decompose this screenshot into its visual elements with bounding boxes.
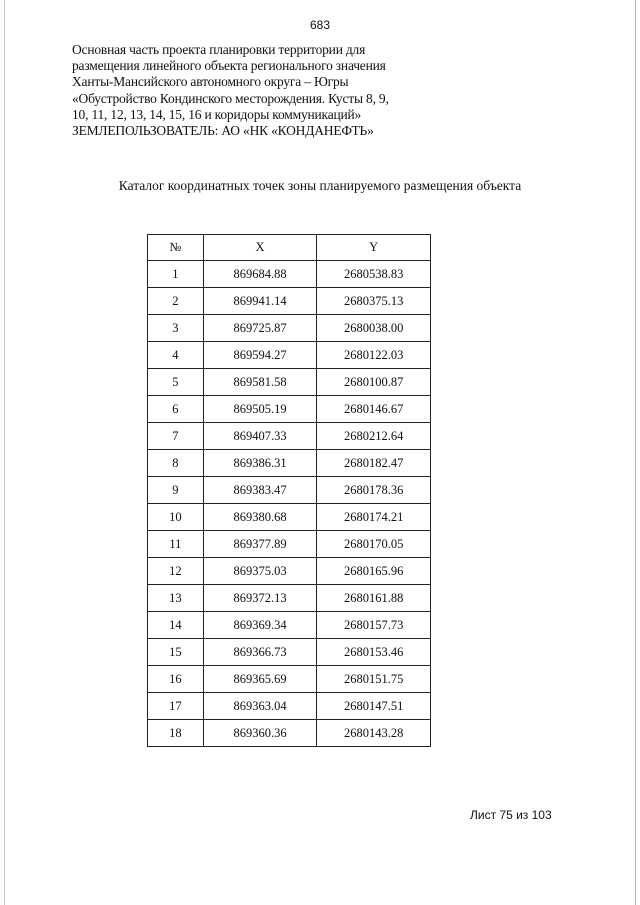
table-row [148,477,431,504]
x-coordinate-cell: 869505.19 [203,396,317,423]
y-coordinate-cell: 2680122.03 [317,342,431,369]
x-coordinate-cell: 869375.03 [203,558,317,585]
x-coordinate-cell: 869365.69 [203,666,317,693]
table-row [148,585,431,612]
header-line: размещения линейного объекта регионального значения [72,58,386,74]
x-coordinate-cell: 869386.31 [203,450,317,477]
point-number-cell: 3 [148,315,204,342]
point-number-cell: 10 [148,504,204,531]
y-coordinate-cell: 2680146.67 [317,396,431,423]
y-coordinate-cell: 2680375.13 [317,288,431,315]
point-number-cell: 5 [148,369,204,396]
point-number-cell: 18 [148,720,204,747]
x-coordinate-cell: 869360.36 [203,720,317,747]
y-coordinate-cell: 2680143.28 [317,720,431,747]
table-header-row [148,235,431,261]
point-number-cell: 12 [148,558,204,585]
table-row [148,288,431,315]
x-coordinate-cell: 869684.88 [203,261,317,288]
point-number-cell: 4 [148,342,204,369]
header-line: ЗЕМЛЕПОЛЬЗОВАТЕЛЬ: АО «НК «КОНДАНЕФТЬ» [72,123,374,139]
point-number-cell: 2 [148,288,204,315]
table-row [148,315,431,342]
point-number-cell: 14 [148,612,204,639]
point-number-cell: 17 [148,693,204,720]
point-number-cell: 9 [148,477,204,504]
x-coordinate-cell: 869383.47 [203,477,317,504]
table-row [148,666,431,693]
table-row [148,261,431,288]
header-line: 10, 11, 12, 13, 14, 15, 16 и коридоры коммуникаций» [72,106,362,122]
x-coordinate-cell: 869363.04 [203,693,317,720]
table-row [148,369,431,396]
table-row [148,531,431,558]
x-coordinate-cell: 869407.33 [203,423,317,450]
catalog-title: Каталог координатных точек зоны планируемого размещения объекта [118,178,522,193]
point-number-cell: 16 [148,666,204,693]
table-row [148,423,431,450]
point-number-cell: 8 [148,450,204,477]
y-coordinate-cell: 2680161.88 [317,585,431,612]
column-header-x: X [203,235,317,261]
scan-edge-right [635,0,636,905]
x-coordinate-cell: 869725.87 [203,315,317,342]
x-coordinate-cell: 869377.89 [203,531,317,558]
table-row [148,612,431,639]
point-number-cell: 1 [148,261,204,288]
y-coordinate-cell: 2680147.51 [317,693,431,720]
y-coordinate-cell: 2680178.36 [317,477,431,504]
y-coordinate-cell: 2680157.73 [317,612,431,639]
x-coordinate-cell: 869366.73 [203,639,317,666]
table-row [148,396,431,423]
table-row [148,504,431,531]
table-row [148,693,431,720]
table-row [148,720,431,747]
point-number-cell: 6 [148,396,204,423]
table-row [148,639,431,666]
y-coordinate-cell: 2680100.87 [317,369,431,396]
sheet-counter: Лист 75 из 103 [470,808,552,822]
scan-edge-left [4,0,5,905]
document-header [72,42,492,139]
point-number-cell: 15 [148,639,204,666]
table-row [148,450,431,477]
y-coordinate-cell: 2680212.64 [317,423,431,450]
point-number-cell: 7 [148,423,204,450]
x-coordinate-cell: 869369.34 [203,612,317,639]
coordinates-table [147,234,431,747]
column-header-y: Y [317,235,431,261]
y-coordinate-cell: 2680151.75 [317,666,431,693]
header-line: Ханты-Мансийского автономного округа – Югры [72,74,349,90]
y-coordinate-cell: 2680182.47 [317,450,431,477]
x-coordinate-cell: 869380.68 [203,504,317,531]
y-coordinate-cell: 2680174.21 [317,504,431,531]
y-coordinate-cell: 2680153.46 [317,639,431,666]
point-number-cell: 11 [148,531,204,558]
header-line: «Обустройство Кондинского месторождения. Кусты 8, 9, [72,90,389,106]
table-row [148,342,431,369]
x-coordinate-cell: 869941.14 [203,288,317,315]
table-row [148,558,431,585]
y-coordinate-cell: 2680538.83 [317,261,431,288]
table-body [148,261,431,747]
y-coordinate-cell: 2680170.05 [317,531,431,558]
x-coordinate-cell: 869581.58 [203,369,317,396]
page-number: 683 [309,18,331,32]
y-coordinate-cell: 2680165.96 [317,558,431,585]
x-coordinate-cell: 869372.13 [203,585,317,612]
point-number-cell: 13 [148,585,204,612]
header-line: Основная часть проекта планировки территории для [72,42,366,57]
column-header-number: № [148,235,204,261]
x-coordinate-cell: 869594.27 [203,342,317,369]
y-coordinate-cell: 2680038.00 [317,315,431,342]
